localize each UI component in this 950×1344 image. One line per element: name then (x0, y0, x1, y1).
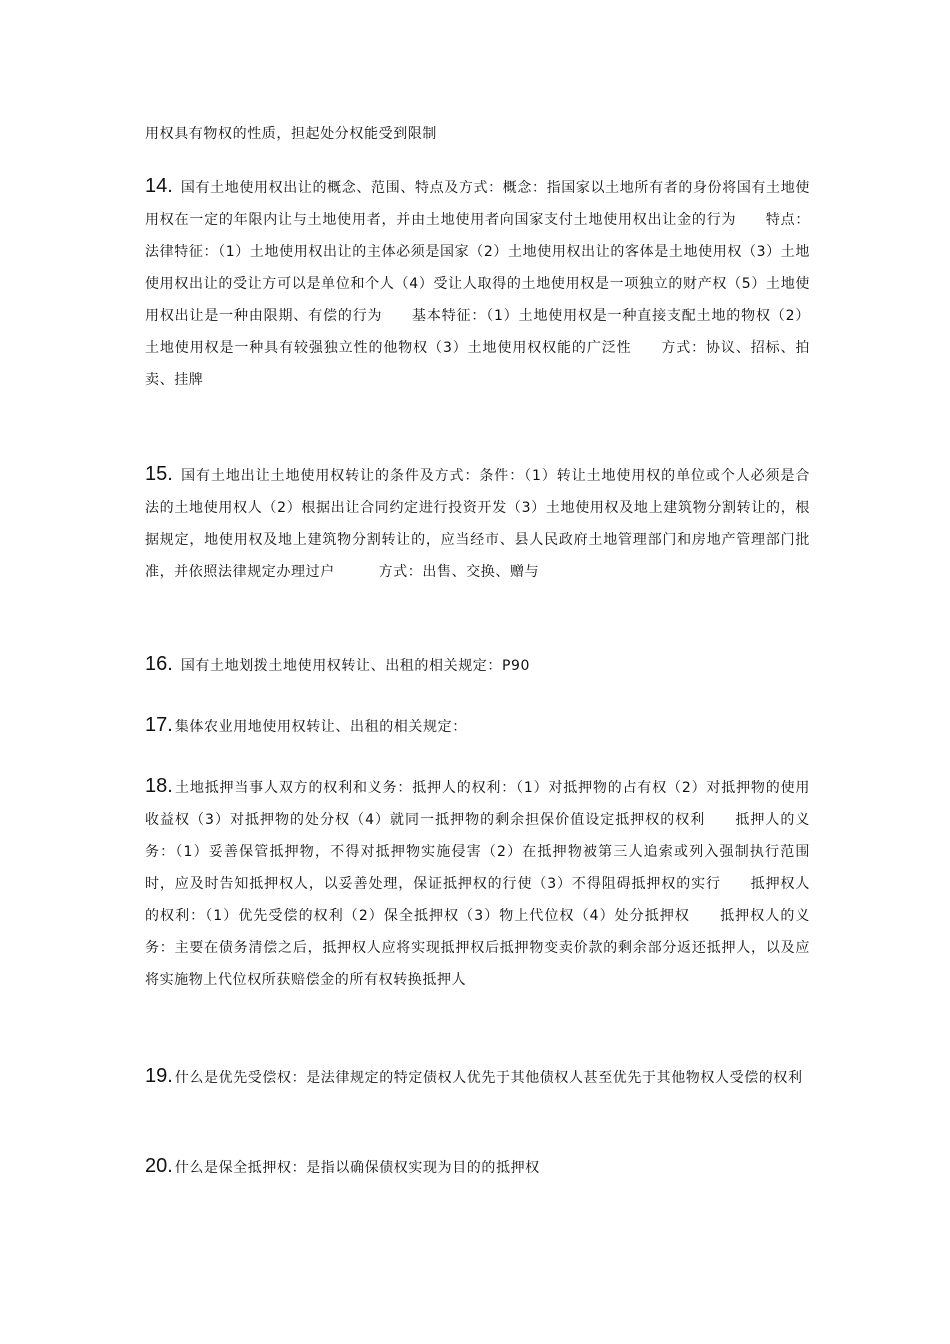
list-item-16 (145, 648, 810, 682)
item-text: 国有土地出让土地使用权转让的条件及方式：条件：（1）转让土地使用权的单位或个人必须是合法的土地使用权人（2）根据出让合同约定进行投资开发（3）土地使用权及地上建筑物分割转让的，根据规定，地使用权及地上建筑物分割转让的，应当经市、县人民政府土地管理部门和房地产管理部门批准，并依照法律规定办理过户 方式：出售、交换、赠与 (145, 468, 810, 580)
item-number: 15. (145, 463, 173, 485)
item-text: 国有土地划拨土地使用权转让、出租的相关规定：P90 (180, 658, 531, 674)
item-number: 17. (145, 714, 173, 736)
item-number: 14. (145, 175, 173, 197)
item-number: 18. (145, 775, 173, 797)
item-text: 什么是保全抵押权：是指以确保债权实现为目的的抵押权 (174, 1160, 540, 1176)
list-item-20 (145, 1150, 810, 1184)
item-text: 土地抵押当事人双方的权利和义务：抵押人的权利：（1）对抵押物的占有权（2）对抵押物的使用收益权（3）对抵押物的处分权（4）就同一抵押物的剩余担保价值设定抵押权的权利 抵押人的义务：（1）妥善保管抵押物，不得对抵押物实施侵害（2）在抵押物被第三人追索或列入强制执行范围时，应及时告知抵押权人，以妥善处理，保证抵押权的行使（3）不得阻碍抵押权的实行 抵押权人的权利：（1）优先受偿的权利（2）保全抵押权（3）物上代位权（4）处分抵押权 抵押权人的义务：主要在债务清偿之后，抵押权人应将实现抵押权后抵押物变卖价款的剩余部分返还抵押人，以及应将实施物上代位权所获赔偿金的所有权转换抵押人 (145, 780, 810, 988)
continuation-paragraph: 用权具有物权的性质，担起处分权能受到限制 (145, 126, 437, 142)
item-text: 什么是优先受偿权：是法律规定的特定债权人优先于其他债权人甚至优先于其他物权人受偿的权利 (174, 1070, 803, 1086)
list-item-14 (145, 170, 810, 396)
item-text: 国有土地使用权出让的概念、范围、特点及方式：概念：指国家以土地所有者的身份将国有土地使用权在一定的年限内让与土地使用者，并由土地使用者向国家支付土地使用权出让金的行为 特点：法律特征：（1）土地使用权出让的主体必须是国家（2）土地使用权出让的客体是土地使用权（3）土地使用权出让的受让方可以是单位和个人（4）受让人取得的土地使用权是一项独立的财产权（5）土地使用权出让是一种由限期、有偿的行为 基本特征：（1）土地使用权是一种直接支配土地的物权（2）土地使用权是一种具有较强独立性的他物权（3）土地使用权权能的广泛性 方式：协议、招标、拍卖、挂牌 (145, 180, 810, 388)
item-text: 集体农业用地使用权转让、出租的相关规定： (174, 719, 467, 735)
item-number: 19. (145, 1065, 173, 1087)
list-item-19 (145, 1060, 810, 1094)
list-item-17 (145, 709, 810, 743)
item-number: 20. (145, 1155, 173, 1177)
item-number: 16. (145, 653, 173, 675)
list-item-18 (145, 770, 810, 996)
list-item-15 (145, 458, 810, 588)
